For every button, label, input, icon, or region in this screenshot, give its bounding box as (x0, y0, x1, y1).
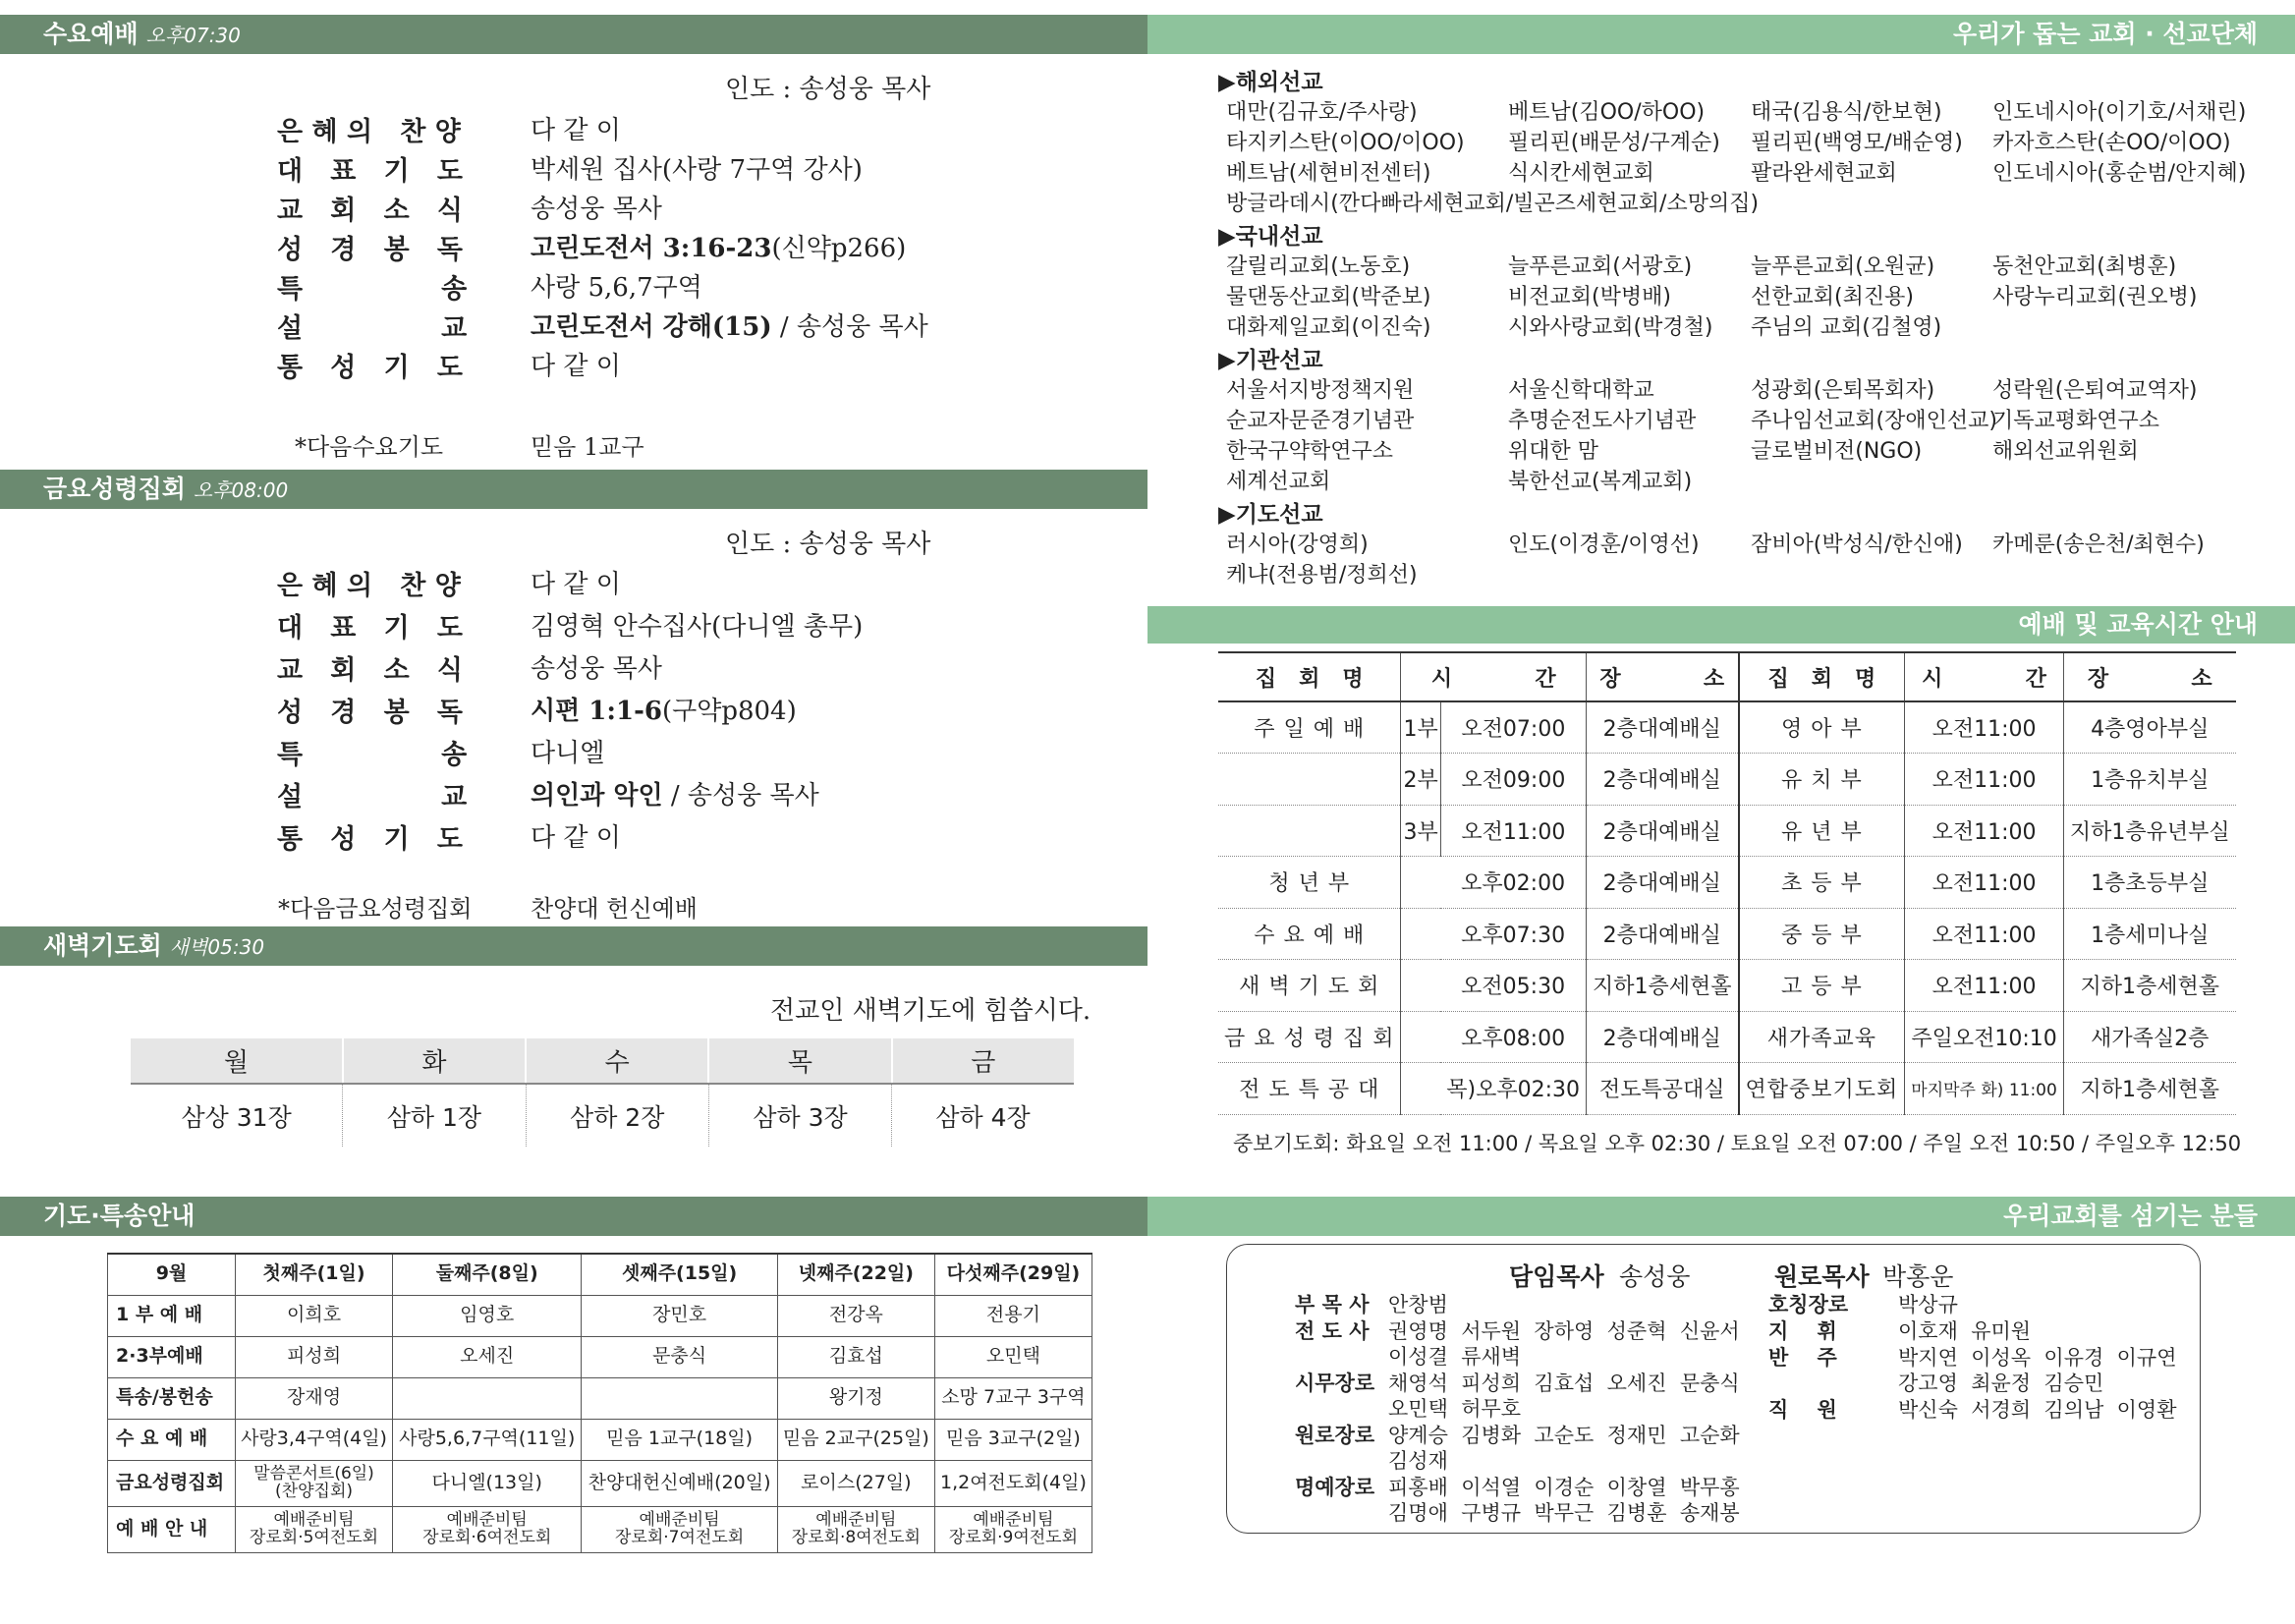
sched-time2: 오전11:00 (1905, 857, 2064, 909)
sched-name: 금 요 성 령 집 회 (1218, 1011, 1401, 1063)
prayer-cell: 예배준비팀 장로회·5여전도회 (236, 1506, 393, 1552)
mission-org-item: 글로벌비전(NGO) (1751, 439, 1923, 464)
sched-name2: 영 아 부 (1739, 701, 1905, 754)
prayer-row (108, 1377, 1092, 1419)
prayer-cell: 믿음 1교구(18일) (582, 1419, 777, 1460)
prayer-cell: 믿음 3교구(2일) (934, 1419, 1092, 1460)
prayer-cell: 소망 7교구 3구역 (934, 1377, 1092, 1419)
prayer-cell: 장민호 (582, 1295, 777, 1336)
prayer-header-bar (0, 1197, 1148, 1236)
mission-group-heading: ▶기도선교 (1218, 502, 1323, 528)
schedule-table (1218, 651, 2236, 1115)
wed-item-text: (신약p266) (771, 234, 907, 263)
sched-place2: 지하1층유년부실 (2063, 805, 2235, 857)
mission-org-item: 한국구약학연구소 (1226, 439, 1394, 464)
senior-pastor-label: 담임목사 (1509, 1262, 1604, 1291)
staff-role: 명예장로 (1295, 1476, 1375, 1499)
wed-item-value (531, 110, 621, 146)
wed-item-label: 교 회 소 식 (277, 196, 463, 226)
sched-time2: 오전11:00 (1905, 908, 2064, 960)
sched-name (1218, 754, 1401, 806)
mission-org-item: 식시칸세현교회 (1508, 161, 1654, 186)
staff-names: 박상규 (1898, 1293, 1958, 1316)
wed-title: 수요예배 (43, 20, 139, 48)
prayer-row-header: 수 요 예 배 (108, 1419, 236, 1460)
staff-names: 김성재 (1388, 1449, 1448, 1473)
fri-item-value (531, 648, 662, 685)
fri-item-label: 교 회 소 식 (277, 655, 463, 686)
wed-item-value (531, 307, 928, 343)
dawn-hymn-table (131, 1038, 1074, 1147)
prayer-cell (393, 1377, 582, 1419)
mission-org-item: 케냐(전용범/정희선) (1226, 563, 1418, 588)
prayer-col-header: 셋째주(15일) (582, 1254, 777, 1295)
prayer-row (108, 1295, 1092, 1336)
dawn-day-header: 목 (708, 1038, 891, 1084)
fri-item-text: 다 같 이 (531, 570, 621, 599)
mission-group-heading: ▶기관선교 (1218, 348, 1323, 373)
sched-time2: 주일오전10:10 (1905, 1011, 2064, 1063)
sched-time2: 오전11:00 (1905, 701, 2064, 754)
wed-item-value (531, 346, 621, 382)
wed-item-label: 은 혜 의 찬 양 (277, 117, 461, 147)
prayer-cell: 예배준비팀 장로회·7여전도회 (582, 1506, 777, 1552)
mission-org-item: 태국(김용식/한보현) (1751, 100, 1942, 125)
prayer-col-header: 다섯째주(29일) (934, 1254, 1092, 1295)
mission-org-item: 서울서지방정책지원 (1226, 378, 1415, 403)
schedule-row (1218, 908, 2236, 960)
wed-item-value (531, 189, 662, 225)
schedule-row (1218, 701, 2236, 754)
prayer-cell: 오세진 (393, 1336, 582, 1377)
prayer-row-header: 1 부 예 배 (108, 1295, 236, 1336)
wed-item-label: 설 교 (277, 313, 468, 344)
dawn-time: 새벽05:30 (169, 935, 265, 959)
mission-org-item: 베트남(김OO/하OO) (1508, 100, 1706, 125)
staff-names: 이성결 류새벽 (1388, 1345, 1522, 1369)
emeritus-pastor-name: 박홍운 (1882, 1262, 1954, 1291)
schedule-col-header: 장 소 (1586, 652, 1738, 701)
sched-time2: 오전11:00 (1905, 960, 2064, 1012)
dawn-title: 새벽기도회 (43, 931, 162, 960)
sched-part: 1부 (1401, 701, 1440, 754)
wed-item-label: 통 성 기 도 (277, 353, 463, 383)
schedule-row (1218, 754, 2236, 806)
mission-group-heading: ▶국내선교 (1218, 224, 1323, 250)
fri-time: 오후08:00 (193, 478, 289, 502)
schedule-row (1218, 1011, 2236, 1063)
sched-name2: 초 등 부 (1739, 857, 1905, 909)
mission-org-item: 기독교평화연구소 (1992, 409, 2160, 433)
dawn-hymn-cell: 삼하 4장 (935, 1102, 1031, 1132)
prayer-cell: 로이스(27일) (777, 1460, 934, 1506)
schedule-row (1218, 1063, 2236, 1115)
wed-next-value: 믿음 1교구 (531, 433, 644, 461)
prayer-table (107, 1253, 1092, 1553)
wed-leader: 인도 : 송성웅 목사 (725, 75, 931, 104)
staff-names: 강고영 최윤정 김승민 (1898, 1372, 2104, 1395)
fri-next-label: *다음금요성령집회 (278, 895, 473, 923)
sched-place2: 지하1층세현홀 (2063, 1063, 2235, 1115)
dawn-hymn-cell: 삼하 3장 (708, 1084, 891, 1147)
sched-time: 오전07:00 (1440, 701, 1586, 754)
sched-place: 지하1층세현홀 (1586, 960, 1738, 1012)
prayer-cell: 예배준비팀 장로회·8여전도회 (777, 1506, 934, 1552)
sched-time2: 마지막주 화) 11:00 (1905, 1063, 2064, 1115)
sched-name2: 유 년 부 (1739, 805, 1905, 857)
schedule-col-header: 장 소 (2063, 652, 2235, 701)
sched-time: 오전11:00 (1440, 805, 1586, 857)
dawn-header-bar (0, 926, 1148, 966)
sched-time: 오후02:00 (1440, 857, 1586, 909)
sched-time: 오전05:30 (1440, 960, 1586, 1012)
dawn-day-header: 화 (343, 1038, 526, 1084)
fri-leader: 인도 : 송성웅 목사 (725, 530, 931, 559)
mission-org-item: 동천안교회(최병훈) (1992, 254, 2177, 279)
prayer-col-header: 둘째주(8일) (393, 1254, 582, 1295)
staff-role: 원로장로 (1295, 1424, 1375, 1447)
staff-names: 피홍배 이석열 이경순 이창열 박무홍 (1388, 1476, 1740, 1499)
sched-name2: 고 등 부 (1739, 960, 1905, 1012)
fri-title: 금요성령집회 (43, 475, 186, 503)
sched-place: 2층대예배실 (1586, 701, 1738, 754)
prayer-cell: 사랑3,4구역(4일) (236, 1419, 393, 1460)
sched-place: 2층대예배실 (1586, 754, 1738, 806)
wed-item-text: 박세원 집사(사랑 7구역 강사) (531, 155, 863, 185)
fri-item-value (531, 564, 621, 600)
sched-place2: 1층초등부실 (2063, 857, 2235, 909)
mission-org-item: 순교자문준경기념관 (1226, 409, 1415, 433)
sched-name: 수 요 예 배 (1218, 908, 1401, 960)
mission-group-heading: ▶해외선교 (1218, 70, 1323, 95)
fri-item-label: 특 송 (277, 740, 468, 770)
mission-org-item: 물댄동산교회(박준보) (1226, 285, 1431, 309)
sched-place2: 4층영아부실 (2063, 701, 2235, 754)
staff-names: 권영명 서두원 장하영 성준혁 신윤서 (1388, 1319, 1740, 1343)
fri-item-value (531, 817, 621, 854)
staff-names: 김명애 구병규 박무근 김병훈 송재봉 (1388, 1501, 1740, 1525)
mission-org-item: 세계선교회 (1226, 470, 1331, 494)
prayer-cell: 이희호 (236, 1295, 393, 1336)
wed-item-label: 특 송 (277, 274, 468, 305)
dawn-hymn-cell: 삼상 31장 (131, 1084, 343, 1147)
prayer-col-header: 첫째주(1일) (236, 1254, 393, 1295)
schedule-col-header: 집 회 명 (1218, 652, 1401, 701)
fri-item-text: / 송성웅 목사 (662, 781, 819, 811)
mission-org-item: 인도네시아(이기호/서채린) (1992, 100, 2247, 125)
prayer-cell: 임영호 (393, 1295, 582, 1336)
sched-time2: 오전11:00 (1905, 754, 2064, 806)
prayer-cell: 예배준비팀 장로회·6여전도회 (393, 1506, 582, 1552)
wed-item-text: / 송성웅 목사 (771, 312, 928, 342)
sched-part: 2부 (1401, 754, 1440, 806)
mission-org-item: 위대한 맘 (1508, 439, 1599, 464)
prayer-col-header: 9월 (108, 1254, 236, 1295)
sched-place: 2층대예배실 (1586, 805, 1738, 857)
wed-item-text: 송성웅 목사 (531, 195, 662, 224)
sched-place: 2층대예배실 (1586, 857, 1738, 909)
staff-role: 부 목 사 (1295, 1293, 1370, 1316)
fri-item-text: (구약p804) (661, 697, 797, 726)
mission-org-item: 성광회(은퇴목회자) (1751, 378, 1935, 403)
schedule-row (1218, 960, 2236, 1012)
prayer-cell: 문충식 (582, 1336, 777, 1377)
staff-role: 시무장로 (1295, 1372, 1375, 1395)
sched-part (1401, 960, 1440, 1012)
mission-org-item: 필리핀(배문성/구계순) (1508, 131, 1720, 155)
sched-place2: 새가족실2층 (2063, 1011, 2235, 1063)
mission-org-item: 카자흐스탄(손OO/이OO) (1992, 131, 2231, 155)
sched-place2: 지하1층세현홀 (2063, 960, 2235, 1012)
prayer-cell: 장재영 (236, 1377, 393, 1419)
schedule-col-header: 집 회 명 (1739, 652, 1905, 701)
fri-next-value: 찬양대 헌신예배 (531, 895, 698, 923)
prayer-row (108, 1460, 1092, 1506)
mission-org-item: 타지키스탄(이OO/이OO) (1226, 131, 1465, 155)
sched-time: 목)오후02:30 (1440, 1063, 1586, 1115)
mission-org-item: 늘푸른교회(오원균) (1751, 254, 1935, 279)
staff-role: 직 원 (1768, 1398, 1837, 1422)
sched-part (1401, 908, 1440, 960)
wed-item-text: 다 같 이 (531, 116, 621, 145)
mission-org-item: 북한선교(복계교회) (1508, 470, 1693, 494)
mission-org-item: 주나임선교회(장애인선교) (1751, 409, 1997, 433)
sched-name2: 연합중보기도회 (1739, 1063, 1905, 1115)
mission-org-item: 인도(이경훈/이영선) (1508, 532, 1700, 557)
dawn-day-header: 월 (131, 1038, 343, 1084)
wed-item-value (531, 228, 906, 264)
staff-title: 우리교회를 섬기는 분들 (2003, 1202, 2258, 1230)
staff-names: 이호재 유미원 (1898, 1319, 2032, 1343)
schedule-row (1218, 857, 2236, 909)
fri-item-value (531, 691, 797, 727)
sched-name2: 새가족교육 (1739, 1011, 1905, 1063)
prayer-cell: 말씀콘서트(6일) (찬양집회) (236, 1460, 393, 1506)
mission-org-item: 필리핀(백영모/배순영) (1751, 131, 1963, 155)
wed-next-label: *다음수요기도 (295, 433, 444, 461)
mission-org-item: 갈릴리교회(노동호) (1226, 254, 1411, 279)
dawn-hymn-cell: 삼하 2장 (526, 1084, 708, 1147)
wed-item-text: 다 같 이 (531, 352, 621, 381)
prayer-cell: 전용기 (934, 1295, 1092, 1336)
sched-place: 2층대예배실 (1586, 1011, 1738, 1063)
sched-time: 오후08:00 (1440, 1011, 1586, 1063)
schedule-row (1218, 805, 2236, 857)
sched-name2: 중 등 부 (1739, 908, 1905, 960)
fri-item-value (531, 606, 863, 643)
mission-org-item: 러시아(강영희) (1226, 532, 1369, 557)
prayer-row-header: 예 배 안 내 (108, 1506, 236, 1552)
prayer-cell: 예배준비팀 장로회·9여전도회 (934, 1506, 1092, 1552)
sched-time: 오전09:00 (1440, 754, 1586, 806)
emeritus-pastor-label: 원로목사 (1774, 1262, 1870, 1291)
mission-org-item: 베트남(세현비전센터) (1226, 161, 1431, 186)
staff-role: 반 주 (1768, 1346, 1837, 1370)
dawn-note: 전교인 새벽기도에 힘씁시다. (770, 996, 1092, 1026)
prayer-title: 기도·특송안내 (43, 1202, 196, 1230)
staff-role: 지 휘 (1768, 1319, 1837, 1343)
mission-org-item: 주님의 교회(김철영) (1751, 315, 1942, 340)
prayer-col-header: 넷째주(22일) (777, 1254, 934, 1295)
sched-time2: 오전11:00 (1905, 805, 2064, 857)
sched-part (1401, 857, 1440, 909)
mission-org-item: 팔라완세현교회 (1751, 161, 1897, 186)
staff-header-bar (1148, 1197, 2295, 1236)
mission-org-item: 카메룬(송은천/최현수) (1992, 532, 2205, 557)
wed-item-bold: 고린도전서 강해(15) (531, 312, 772, 342)
sched-place2: 1층세미나실 (2063, 908, 2235, 960)
prayer-cell: 피성희 (236, 1336, 393, 1377)
staff-role: 전 도 사 (1295, 1319, 1370, 1343)
mission-org-item: 인도네시아(홍순범/안지혜) (1992, 161, 2247, 186)
prayer-row-header: 특송/봉헌송 (108, 1377, 236, 1419)
fri-item-value (531, 733, 604, 769)
wed-item-label: 성 경 봉 독 (277, 235, 463, 265)
wed-header-bar (0, 15, 1148, 54)
sched-name2: 유 치 부 (1739, 754, 1905, 806)
fri-header-bar (0, 470, 1148, 509)
schedule-header-bar (1148, 606, 2295, 644)
mission-org-item: 대화제일교회(이진숙) (1226, 315, 1431, 340)
prayer-cell: 다니엘(13일) (393, 1460, 582, 1506)
prayer-row (108, 1336, 1092, 1377)
fri-item-text: 김영혁 안수집사(다니엘 총무) (531, 612, 864, 642)
prayer-cell: 믿음 2교구(25일) (777, 1419, 934, 1460)
fri-item-bold: 시편 1:1-6 (531, 697, 662, 726)
sched-name (1218, 805, 1401, 857)
staff-role: 호칭장로 (1768, 1293, 1849, 1316)
sched-time: 오후07:30 (1440, 908, 1586, 960)
dawn-day-header: 수 (526, 1038, 708, 1084)
sched-name: 주 일 예 배 (1218, 701, 1401, 754)
fri-item-label: 은 혜 의 찬 양 (277, 571, 461, 601)
prayer-row-header: 금요성령집회 (108, 1460, 236, 1506)
prayer-cell (582, 1377, 777, 1419)
dawn-hymn-cell: 삼하 1장 (343, 1084, 526, 1147)
mission-org-item: 늘푸른교회(서광호) (1508, 254, 1693, 279)
prayer-row (108, 1506, 1092, 1552)
fri-item-bold: 의인과 악인 (531, 781, 663, 811)
mission-org-item: 해외선교위원회 (1992, 439, 2139, 464)
prayer-row-header: 2·3부예배 (108, 1336, 236, 1377)
prayer-cell: 찬양대헌신예배(20일) (582, 1460, 777, 1506)
mission-org-item: 대만(김규호/주사랑) (1226, 100, 1418, 125)
mission-org-item: 서울신학대학교 (1508, 378, 1654, 403)
sched-part: 3부 (1401, 805, 1440, 857)
prayer-cell: 사랑5,6,7구역(11일) (393, 1419, 582, 1460)
wed-time: 오후07:30 (145, 24, 241, 47)
wed-item-text: 사랑 5,6,7구역 (531, 273, 702, 303)
sched-place: 전도특공대실 (1586, 1063, 1738, 1115)
fri-item-value (531, 775, 819, 812)
wed-item-label: 대 표 기 도 (277, 156, 463, 187)
mission-org-item: 추명순전도사기념관 (1508, 409, 1697, 433)
sched-part (1401, 1063, 1440, 1115)
senior-pastor-name: 송성웅 (1619, 1262, 1691, 1291)
mission-org-item: 사랑누리교회(권오병) (1992, 285, 2198, 309)
prayer-cell: 1,2여전도회(4일) (934, 1460, 1092, 1506)
prayer-cell: 왕기정 (777, 1377, 934, 1419)
sched-name: 청 년 부 (1218, 857, 1401, 909)
fri-item-label: 설 교 (277, 782, 468, 812)
dawn-day-header: 금 (892, 1038, 1074, 1084)
schedule-col-header: 시 간 (1905, 652, 2064, 701)
mission-org-item: 잠비아(박성식/한신애) (1751, 532, 1963, 557)
staff-names: 안창범 (1388, 1293, 1448, 1316)
mission-header-bar (1148, 15, 2295, 54)
sched-name: 새 벽 기 도 회 (1218, 960, 1401, 1012)
fri-item-label: 성 경 봉 독 (277, 698, 463, 728)
fri-item-label: 대 표 기 도 (277, 613, 463, 644)
schedule-note: 중보기도회: 화요일 오전 11:00 / 목요일 오후 02:30 / 토요일 오전 07:00 / 주일 오전 10:50 / 주일오후 12:50 (1233, 1132, 2242, 1155)
sched-part (1401, 1011, 1440, 1063)
mission-org-item: 선한교회(최진용) (1751, 285, 1914, 309)
prayer-cell: 전강옥 (777, 1295, 934, 1336)
staff-names: 박지연 이성옥 이유경 이규연 (1898, 1346, 2177, 1370)
staff-names: 채영석 피성희 김효섭 오세진 문충식 (1388, 1372, 1740, 1395)
prayer-cell: 김효섭 (777, 1336, 934, 1377)
staff-names: 양계승 김병화 고순도 정재민 고순화 (1388, 1424, 1740, 1447)
schedule-title: 예배 및 교육시간 안내 (2018, 610, 2258, 639)
staff-names: 박신숙 서경희 김의남 이영환 (1898, 1398, 2177, 1422)
sched-place2: 1층유치부실 (2063, 754, 2235, 806)
mission-org-item: 방글라데시(깐다빠라세현교회/빌곤즈세현교회/소망의집) (1226, 192, 1760, 216)
fri-item-text: 다니엘 (531, 739, 605, 768)
staff-names: 오민택 허무호 (1388, 1397, 1522, 1421)
schedule-col-header: 시 간 (1401, 652, 1587, 701)
prayer-cell: 오민택 (934, 1336, 1092, 1377)
sched-name: 전 도 특 공 대 (1218, 1063, 1401, 1115)
fri-item-label: 통 성 기 도 (277, 824, 463, 855)
mission-org-item: 비전교회(박병배) (1508, 285, 1671, 309)
mission-title: 우리가 돕는 교회 · 선교단체 (1953, 20, 2258, 48)
wed-item-value (531, 267, 702, 304)
fri-item-text: 송성웅 목사 (531, 654, 662, 684)
prayer-row (108, 1419, 1092, 1460)
fri-item-text: 다 같 이 (531, 823, 621, 853)
mission-org-item: 성락원(은퇴여교역자) (1992, 378, 2198, 403)
sched-place: 2층대예배실 (1586, 908, 1738, 960)
mission-org-item: 시와사랑교회(박경철) (1508, 315, 1713, 340)
wed-item-bold: 고린도전서 3:16-23 (531, 234, 772, 263)
wed-item-value (531, 149, 863, 186)
